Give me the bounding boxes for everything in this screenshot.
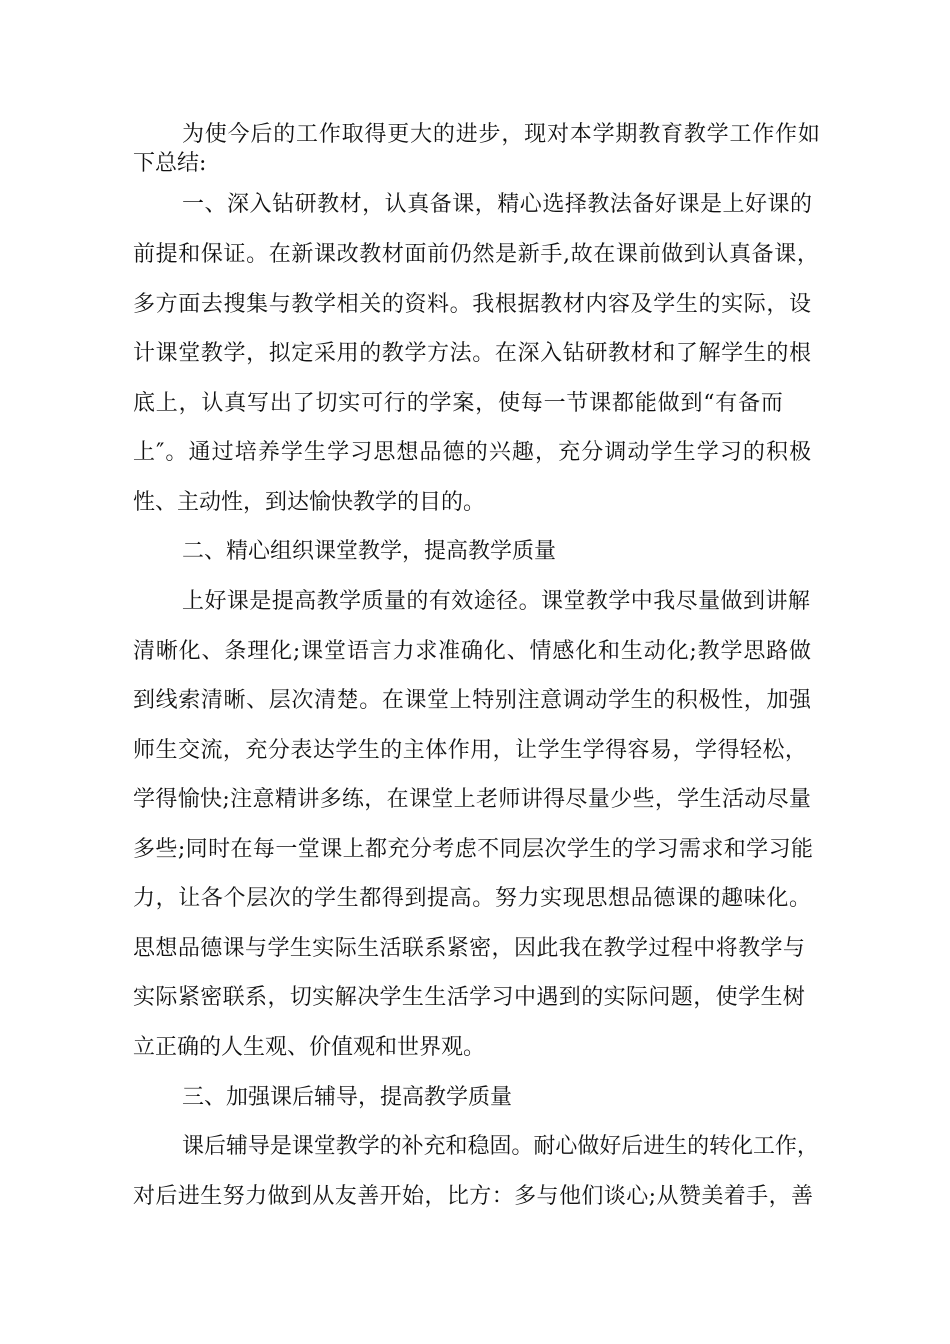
text-line: 性、主动性，到达愉快教学的目的。 — [133, 490, 486, 515]
text-line: 上″。通过培养学生学习思想品德的兴趣，充分调动学生学习的积极 — [133, 440, 813, 465]
text-line: 立正确的人生观、价值观和世界观。 — [133, 1035, 486, 1060]
text-line: 前提和保证。在新课改教材面前仍然是新手,故在课前做到认真备课， — [133, 242, 820, 267]
text-line: 到线索清晰、层次清楚。在课堂上特别注意调动学生的积极性，加强 — [133, 688, 812, 713]
text-line: 下总结: — [133, 151, 207, 176]
text-line: 底上，认真写出了切实可行的学案，使每一节课都能做到“有备而 — [133, 391, 784, 416]
text-line: 思想品德课与学生实际生活联系紧密，因此我在教学过程中将教学与 — [133, 936, 806, 961]
text-line: 师生交流，充分表达学生的主体作用，让学生学得容易，学得轻松， — [133, 738, 808, 763]
text-line: 上好课是提高教学质量的有效途径。课堂教学中我尽量做到讲解 — [182, 589, 811, 614]
text-line: 清晰化、条理化;课堂语言力求准确化、情感化和生动化;教学思路做 — [133, 639, 812, 664]
section-heading: 二、精心组织课堂教学，提高教学质量 — [182, 539, 557, 564]
text-line: 力，让各个层次的学生都得到提高。努力实现思想品德课的趣味化。 — [133, 886, 812, 911]
text-line: 多些;同时在每一堂课上都充分考虑不同层次学生的学习需求和学习能 — [133, 837, 814, 862]
text-line: 为使今后的工作取得更大的进步，现对本学期教育教学工作作如 — [182, 122, 821, 147]
text-line: 多方面去搜集与教学相关的资料。我根据教材内容及学生的实际，设 — [133, 292, 812, 317]
text-line: 计课堂教学，拟定采用的教学方法。在深入钻研教材和了解学生的根 — [133, 341, 812, 366]
text-line: 学得愉快;注意精讲多练，在课堂上老师讲得尽量少些，学生活动尽量 — [133, 787, 812, 812]
text-line: 实际紧密联系，切实解决学生生活学习中遇到的实际问题，使学生树 — [133, 985, 806, 1010]
text-line: 课后辅导是课堂教学的补充和稳固。耐心做好后进生的转化工作， — [182, 1134, 819, 1159]
section-heading: 三、加强课后辅导，提高教学质量 — [182, 1085, 513, 1110]
text-line: 对后进生努力做到从友善开始，比方：多与他们谈心;从赞美着手，善 — [133, 1184, 814, 1209]
text-line: 一、深入钻研教材，认真备课，精心选择教法备好课是上好课的 — [182, 192, 813, 217]
